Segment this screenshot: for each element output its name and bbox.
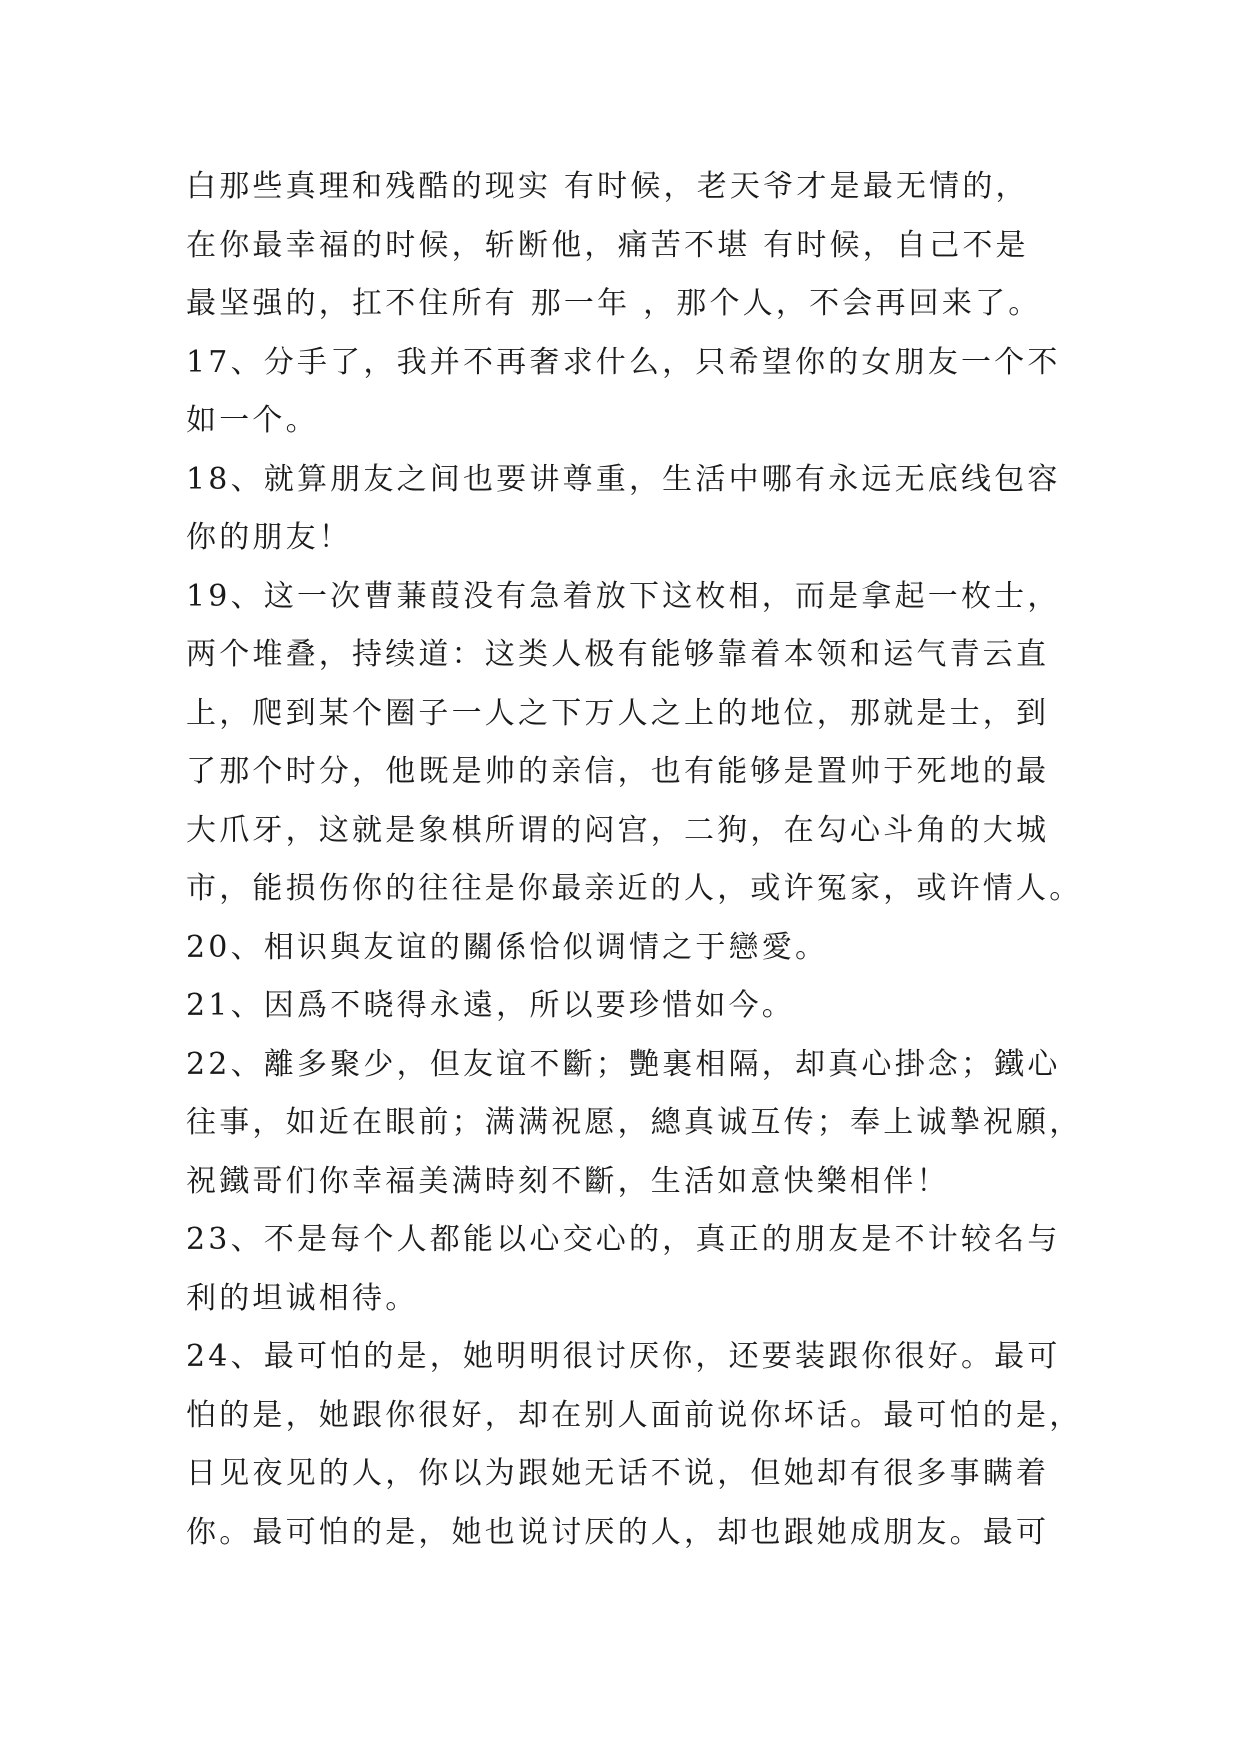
text-line: 两个堆叠，持续道：这类人极有能够靠着本领和运气青云直	[186, 637, 1050, 672]
text-line: 22、離多聚少，但友谊不斷；艷裏相隔，却真心掛念；鐵心	[186, 1046, 1061, 1082]
text-line: 市，能损伤你的往往是你最亲近的人，或许冤家，或许情人。	[186, 871, 1083, 906]
text-line: 上，爬到某个圈子一人之下万人之上的地位，那就是士，到	[186, 695, 1050, 731]
text-line: 21、因爲不晓得永遠，所以要珍惜如今。	[186, 988, 795, 1023]
text-line: 怕的是，她跟你很好，却在别人面前说你坏话。最可怕的是，	[186, 1397, 1083, 1433]
text-line: 大爪牙，这就是象棋所谓的闷宫，二狗，在勾心斗角的大城	[186, 812, 1050, 848]
text-line: 24、最可怕的是，她明明很讨厌你，还要装跟你很好。最可	[186, 1339, 1061, 1374]
text-line: 23、不是每个人都能以心交心的，真正的朋友是不计较名与	[186, 1222, 1061, 1257]
text-line: 你。最可怕的是，她也说讨厌的人，却也跟她成朋友。最可	[186, 1514, 1050, 1550]
text-line: 往事，如近在眼前；满满祝愿，總真诚互传；奉上诚摯祝願，	[186, 1105, 1083, 1140]
body-text	[186, 158, 1083, 1562]
text-line: 17、分手了，我并不再奢求什么，只希望你的女朋友一个不	[186, 344, 1061, 380]
text-line: 了那个时分，他既是帅的亲信，也有能够是置帅于死地的最	[186, 754, 1050, 789]
text-line: 日见夜见的人，你以为跟她无话不说，但她却有很多事瞒着	[186, 1456, 1050, 1491]
text-line: 你的朋友！	[186, 520, 352, 555]
text-line: 白那些真理和残酷的现实 有时候，老天爷才是最无情的，	[186, 169, 1029, 204]
text-line: 在你最幸福的时候，斩断他，痛苦不堪 有时候，自己不是	[186, 227, 1029, 263]
text-line: 利的坦诚相待。	[186, 1280, 419, 1316]
text-line: 如一个。	[186, 403, 319, 438]
text-line: 最坚强的，扛不住所有 那一年 ，那个人，不会再回来了。	[186, 286, 1042, 321]
text-line: 20、相识與友谊的關係恰似调情之于戀愛。	[186, 929, 829, 965]
text-line: 19、这一次曹蒹葭没有急着放下这枚相，而是拿起一枚士，	[186, 578, 1061, 614]
text-line: 祝鐵哥们你幸福美满時刻不斷，生活如意快樂相伴！	[186, 1163, 950, 1199]
text-line: 18、就算朋友之间也要讲尊重，生活中哪有永远无底线包容	[186, 461, 1061, 497]
